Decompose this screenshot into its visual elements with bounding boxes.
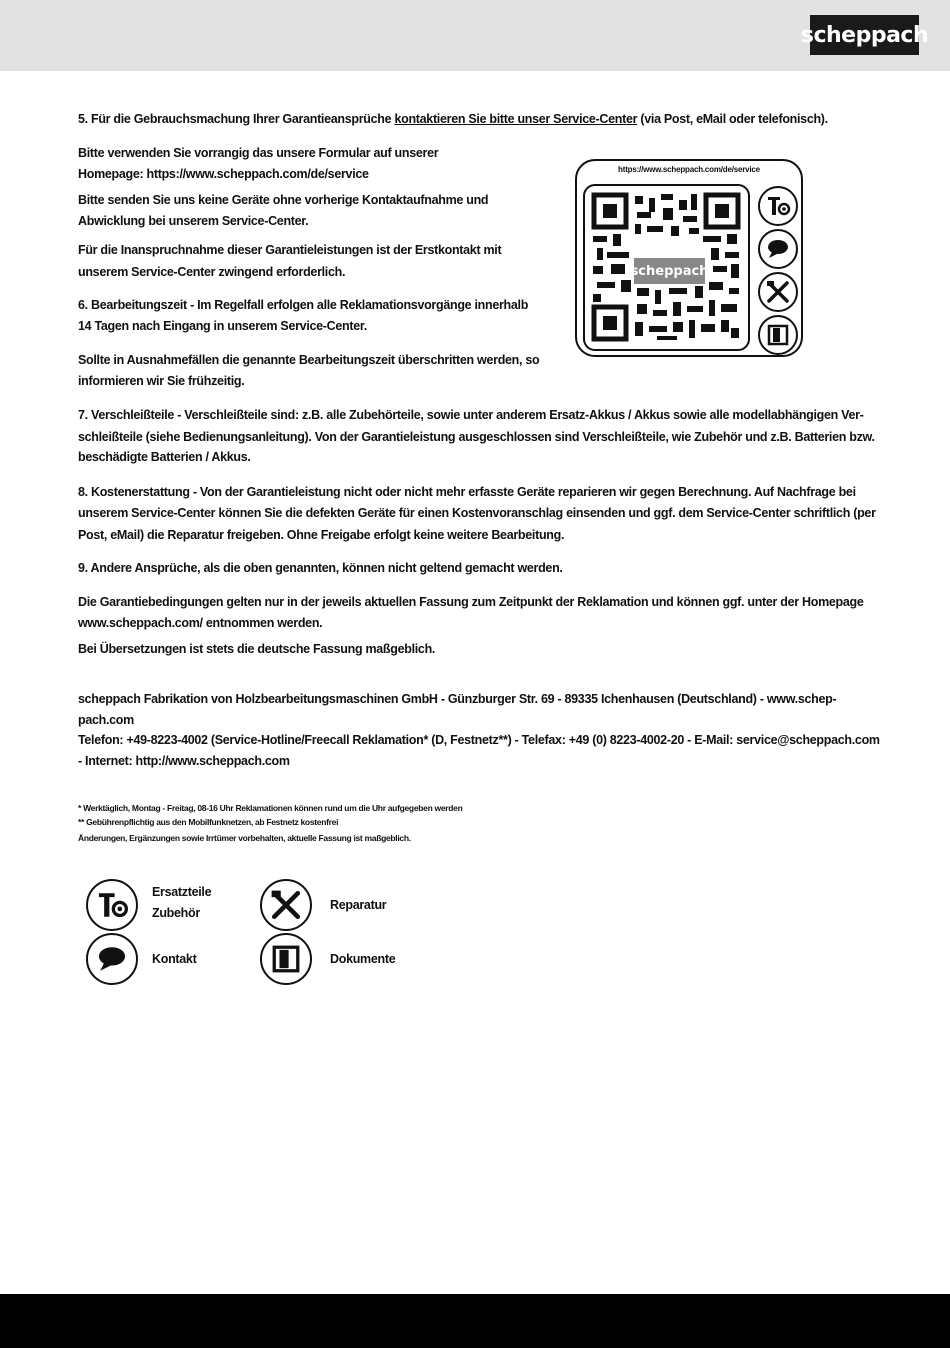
company-line-1: scheppach Fabrikation von Holzbearbeitungsmaschinen GmbH - Günzburger Str. 69 - 89335 Ichenhausen (Deutschland) - www.schep- [78, 692, 837, 706]
terms-line-1: Die Garantiebedingungen gelten nur in der jeweils aktuellen Fassung zum Zeitpunkt der Reklamation und können ggf. unter der Homepage [78, 595, 864, 609]
footer-bar [0, 1294, 950, 1348]
service-center-link[interactable]: kontaktieren Sie bitte unser Service-Center [394, 112, 638, 126]
chat-icon[interactable] [758, 229, 798, 269]
footnote-2: ** Gebührenpflichtig aus den Mobilfunknetzen, ab Festnetz kostenfrei [78, 817, 339, 827]
paragraph-8-line-3: Post, eMail) die Reparatur freigeben. Ohne Freigabe erfolgt keine weitere Bearbeitung. [78, 528, 565, 542]
info-line-1: Sollte in Ausnahmefällen die genannte Bearbeitungszeit überschritten werden, so [78, 353, 540, 367]
paragraph-7-line-2: schleißteile (siehe Bedienungsanleitung). Von der Garantieleistung ausgeschlossen sind Verschleißteile, wie Zubehör und z.B. Batterien bzw. [78, 430, 875, 444]
form-line-1: Bitte verwenden Sie vorrangig das unsere Formular auf unserer [78, 146, 439, 160]
contact-line-2: Abwicklung bei unserem Service-Center. [78, 214, 309, 228]
contact-line-1: Bitte senden Sie uns keine Geräte ohne vorherige Kontaktaufnahme und [78, 193, 489, 207]
info-line-2: informieren wir Sie frühzeitig. [78, 374, 245, 388]
terms-line-2[interactable]: www.scheppach.com/ entnommen werden. [78, 616, 323, 630]
tools-icon[interactable] [758, 272, 798, 312]
paragraph-9: 9. Andere Ansprüche, als die oben genannten, können nicht geltend gemacht werden. [78, 561, 563, 575]
paragraph-6-line-2: 14 Tagen nach Eingang in unserem Service-Center. [78, 319, 367, 333]
claim-line-1: Für die Inanspruchnahme dieser Garantieleistungen ist der Erstkontakt mit [78, 243, 502, 257]
tools-icon [260, 879, 312, 931]
paragraph-7-line-3: beschädigte Batterien / Akkus. [78, 450, 251, 464]
company-line-3: Telefon: +49-8223-4002 (Service-Hotline/Freecall Reklamation* (D, Festnetz**) - Telefax: +49 (0) 8223-4002-20 - E-Mail: service@scheppach.com [78, 733, 880, 747]
header-bar [0, 0, 950, 71]
legend-documents-label: Dokumente [330, 952, 396, 966]
paragraph-5-start: 5. Für die Gebrauchsmachung Ihrer Garantieansprüche [78, 112, 395, 126]
spare-parts-icon[interactable] [758, 186, 798, 226]
paragraph-6-line-1: 6. Bearbeitungszeit - Im Regelfall erfolgen alle Reklamationsvorgänge innerhalb [78, 298, 529, 312]
language-note: Bei Übersetzungen ist stets die deutsche Fassung maßgeblich. [78, 642, 436, 656]
legend-repair-label: Reparatur [330, 898, 387, 912]
legend-spare-parts-label-2: Zubehör [152, 906, 200, 920]
paragraph-7-line-1: 7. Verschleißteile - Verschleißteile sind: z.B. alle Zubehörteile, sowie unter anderem Ersatz-Akkus / Akkus sowie alle modellabhängigen Ver- [78, 408, 864, 422]
form-line-2: Homepage: https://www.scheppach.com/de/service [78, 167, 369, 181]
book-icon[interactable] [758, 315, 798, 355]
book-icon [260, 933, 312, 985]
footnote-1: * Werktäglich, Montag - Freitag, 08-16 Uhr Reklamationen können rund um die Uhr aufgegeben werden [78, 803, 463, 813]
qr-url[interactable]: https://www.scheppach.com/de/service [618, 165, 760, 174]
footnote-3: Änderungen, Ergänzungen sowie Irrtümer vorbehalten, aktuelle Fassung ist maßgeblich. [78, 833, 411, 843]
paragraph-5 [78, 109, 838, 130]
paragraph-8-line-2: unserem Service-Center können Sie die defekten Geräte für einen Kostenvoranschlag einsenden und ggf. dem Service-Center schriftlich (per [78, 506, 876, 520]
paragraph-8-line-1: 8. Kostenerstattung - Von der Garantieleistung nicht oder nicht mehr erfasste Geräte reparieren wir gegen Berechnung. Auf Nachfrage bei [78, 485, 856, 499]
company-line-4: - Internet: http://www.scheppach.com [78, 754, 290, 768]
legend-spare-parts-label-1: Ersatzteile [152, 885, 212, 899]
spare-parts-icon [86, 879, 138, 931]
paragraph-5-end: (via Post, eMail oder telefonisch). [637, 112, 828, 126]
legend-contact-label: Kontakt [152, 952, 197, 966]
chat-icon [86, 933, 138, 985]
qr-code[interactable] [583, 184, 750, 351]
qr-service-panel [575, 159, 803, 357]
claim-line-2: unserem Service-Center zwingend erforderlich. [78, 265, 346, 279]
company-line-2: pach.com [78, 713, 134, 727]
qr-center-logo: scheppach [632, 256, 707, 286]
scheppach-logo: scheppach [810, 15, 919, 55]
